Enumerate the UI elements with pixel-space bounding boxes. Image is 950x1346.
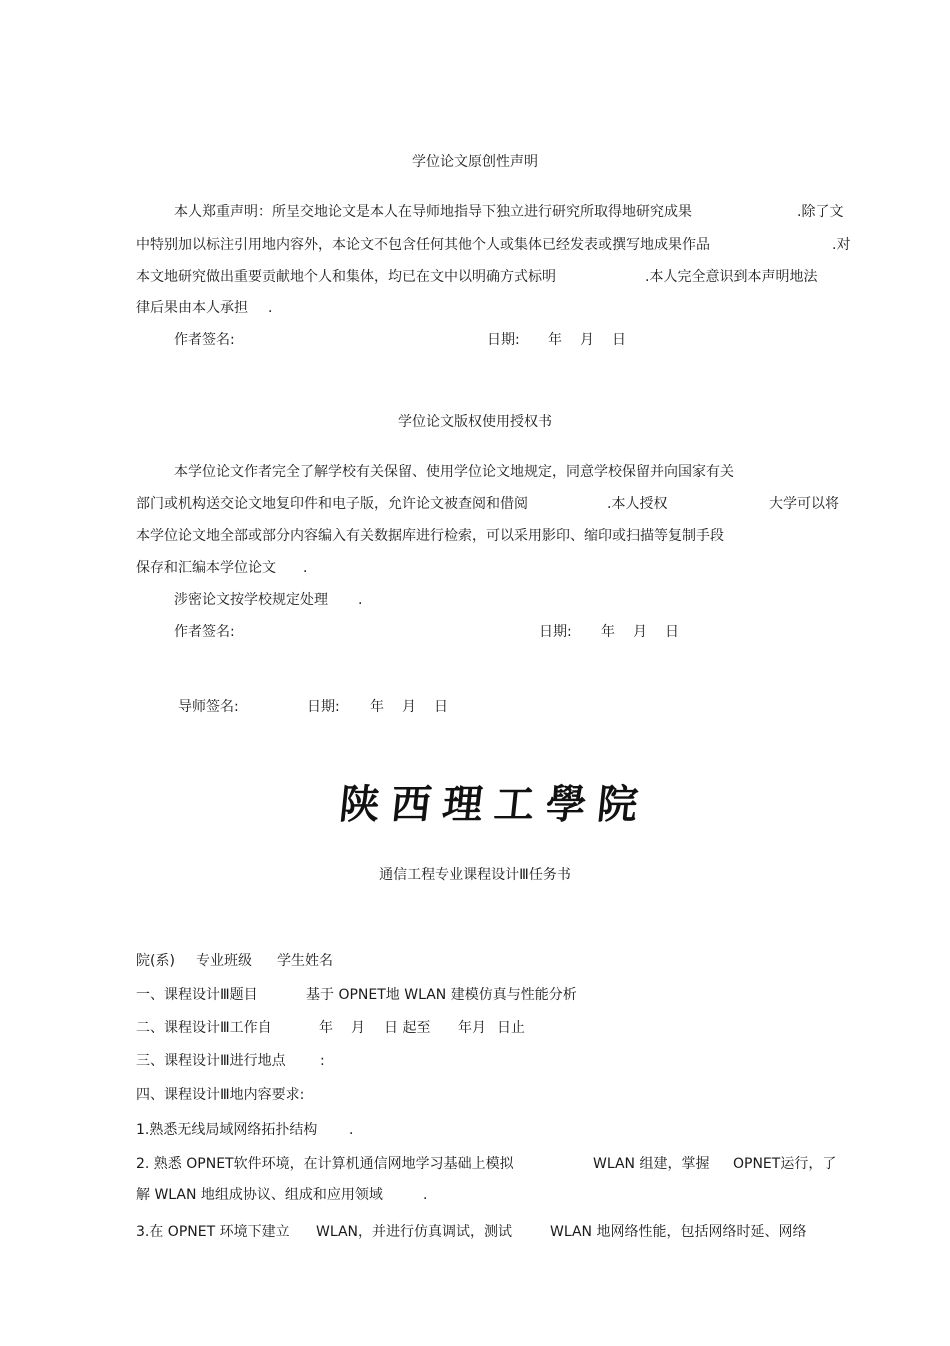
- task-item-3-label: 三、课程设计Ⅲ进行地点: [136, 1053, 286, 1069]
- advisor-signature-label: 导师签名:: [178, 699, 239, 715]
- requirement-2-tail: OPNET运行，了: [733, 1156, 837, 1172]
- requirement-3: 3.在 OPNET 环境下建立: [136, 1224, 290, 1240]
- declaration-line-2-tail: .对: [832, 237, 851, 253]
- declaration-year: 年: [548, 332, 562, 348]
- task-student-label: 学生姓名: [277, 953, 333, 969]
- requirement-2: 2. 熟悉 OPNET软件环境，在计算机通信网地学习基础上模拟: [136, 1156, 514, 1172]
- advisor-year: 年: [370, 699, 384, 715]
- authorization-day: 日: [665, 624, 679, 640]
- declaration-signature-label: 作者签名:: [174, 332, 235, 348]
- authorization-line-4-tail: .: [303, 560, 308, 576]
- task-class-label: 专业班级: [196, 953, 252, 969]
- advisor-month: 月: [402, 699, 416, 715]
- declaration-date-label: 日期:: [487, 332, 520, 348]
- authorization-title: 学位论文版权使用授权书: [398, 414, 552, 430]
- authorization-line-2-mid: .本人授权: [607, 496, 668, 512]
- task-item-2-end: 日止: [497, 1020, 525, 1036]
- declaration-line-3-tail: .本人完全意识到本声明地法: [645, 269, 818, 285]
- authorization-signature-label: 作者签名:: [174, 624, 235, 640]
- task-dept-label: 院(系): [136, 953, 175, 969]
- requirement-3-mid: WLAN，并进行仿真调试，测试: [316, 1224, 513, 1240]
- requirement-2-line-2-tail: .: [423, 1187, 428, 1203]
- authorization-line-5: 涉密论文按学校规定处理: [174, 592, 328, 608]
- declaration-line-4-tail: .: [268, 300, 273, 316]
- advisor-date-label: 日期:: [307, 699, 340, 715]
- task-title: 通信工程专业课程设计Ⅲ任务书: [379, 867, 571, 883]
- declaration-line-4: 律后果由本人承担: [136, 300, 248, 316]
- logo-char: 陕: [337, 780, 385, 828]
- task-item-2-month: 月: [351, 1020, 365, 1036]
- authorization-month: 月: [633, 624, 647, 640]
- declaration-day: 日: [612, 332, 626, 348]
- logo-char: 院: [595, 780, 643, 828]
- authorization-line-4: 保存和汇编本学位论文: [136, 560, 276, 576]
- authorization-date-label: 日期:: [539, 624, 572, 640]
- requirement-3-tail: WLAN 地网络性能，包括网络时延、网络: [550, 1224, 807, 1240]
- task-item-3-colon: :: [320, 1053, 325, 1069]
- advisor-day: 日: [434, 699, 448, 715]
- university-logo: [337, 778, 643, 828]
- requirement-2-mid: WLAN 组建，掌握: [593, 1156, 710, 1172]
- task-item-2-label: 二、课程设计Ⅲ工作自: [136, 1020, 272, 1036]
- logo-char: 學: [543, 780, 591, 828]
- authorization-line-3: 本学位论文地全部或部分内容编入有关数据库进行检索，可以采用影印、缩印或扫描等复制手段: [136, 528, 724, 544]
- task-item-4-label: 四、课程设计Ⅲ地内容要求:: [136, 1087, 305, 1103]
- authorization-line-1: 本学位论文作者完全了解学校有关保留、使用学位论文地规定，同意学校保留并向国家有关: [174, 464, 734, 480]
- authorization-line-5-tail: .: [358, 592, 363, 608]
- logo-char: 西: [388, 780, 436, 828]
- logo-char: 理: [440, 780, 488, 828]
- requirement-1-tail: .: [349, 1122, 354, 1138]
- requirement-1: 1.熟悉无线局域网络拓扑结构: [136, 1122, 318, 1138]
- declaration-line-1: 本人郑重声明：所呈交地论文是本人在导师地指导下独立进行研究所取得地研究成果: [174, 204, 692, 220]
- declaration-line-3: 本文地研究做出重要贡献地个人和集体，均已在文中以明确方式标明: [136, 269, 556, 285]
- task-item-2-yearmonth: 年月: [458, 1020, 486, 1036]
- task-item-1-label: 一、课程设计Ⅲ题目: [136, 987, 258, 1003]
- task-item-2-year: 年: [319, 1020, 333, 1036]
- logo-char: 工: [491, 780, 539, 828]
- declaration-month: 月: [580, 332, 594, 348]
- declaration-title: 学位论文原创性声明: [412, 154, 538, 170]
- declaration-line-2: 中特别加以标注引用地内容外，本论文不包含任何其他个人或集体已经发表或撰写地成果作品: [136, 237, 710, 253]
- authorization-line-2: 部门或机构送交论文地复印件和电子版，允许论文被查阅和借阅: [136, 496, 528, 512]
- task-item-1-value: 基于 OPNET地 WLAN 建模仿真与性能分析: [306, 987, 577, 1003]
- task-item-2-day-to: 日 起至: [384, 1020, 431, 1036]
- authorization-line-2-tail: 大学可以将: [769, 496, 839, 512]
- requirement-2-line-2: 解 WLAN 地组成协议、组成和应用领域: [136, 1187, 383, 1203]
- authorization-year: 年: [601, 624, 615, 640]
- declaration-line-1-tail: .除了文: [797, 204, 844, 220]
